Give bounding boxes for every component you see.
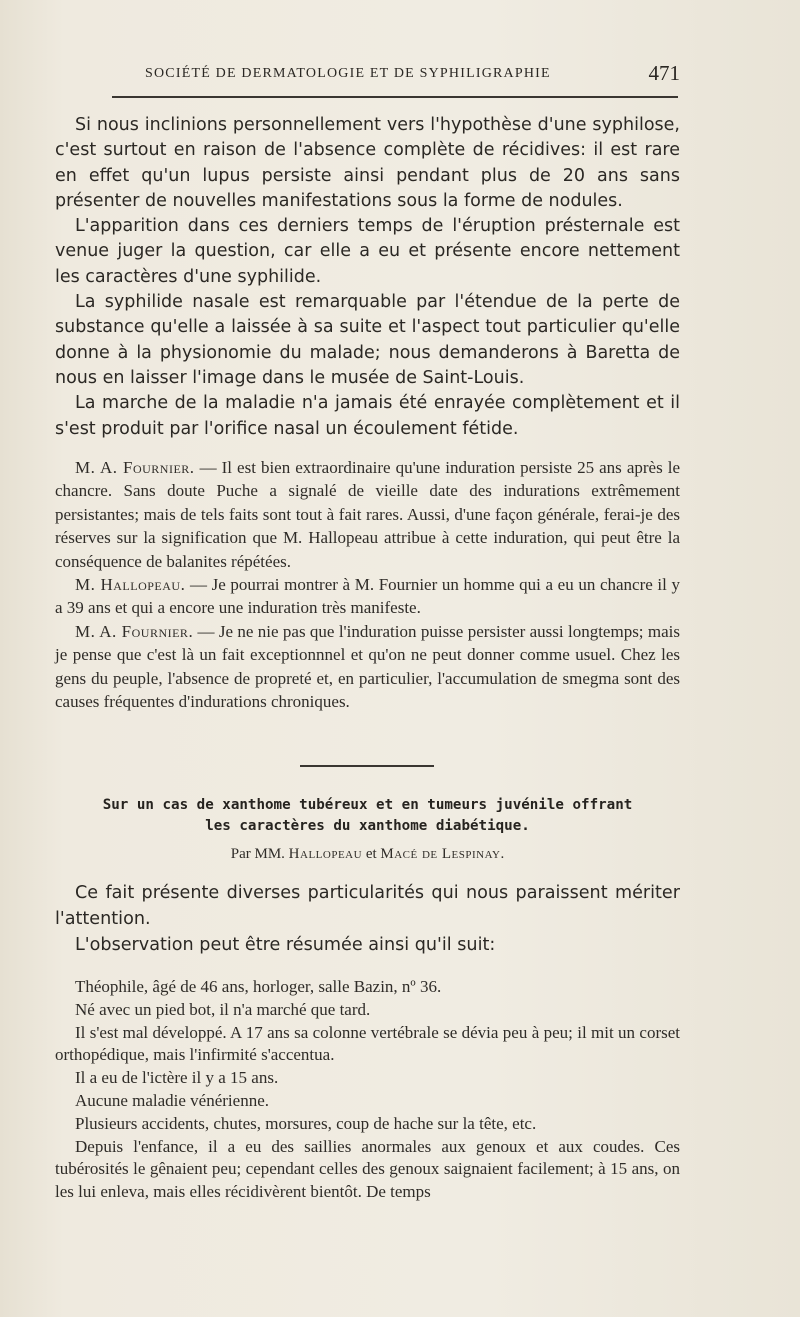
paragraph: Ce fait présente diverses particularités qui nous paraissent mériter l'attention. xyxy=(55,883,680,929)
paragraph: Aucune maladie vénérienne. xyxy=(75,1090,269,1110)
section-separator xyxy=(300,765,434,767)
byline-prefix: Par MM. xyxy=(230,846,289,862)
discussion-section xyxy=(55,456,680,713)
speaker-name: M. A. Fournier. xyxy=(75,621,194,641)
paragraph: Il s'est mal développé. A 17 ans sa colonne vertébrale se dévia peu à peu; il mit un corset orthopédique, mais l'infirmité s'accentua. xyxy=(55,1022,680,1065)
title-line: les caractères du xanthome diabétique. xyxy=(205,818,530,834)
discussion-remark xyxy=(55,620,680,714)
paragraph: Si nous inclinions personnellement vers l'hypothèse d'une syphilose, c'est surtout en raison de l'absence complète de récidives: il est rare en effet qu'un lupus persiste ainsi pendant plus de 20 ans sans présenter de nouvelles manifestations sous la forme de nodules. xyxy=(55,115,680,211)
observation-text xyxy=(55,976,680,1204)
byline-joiner: et xyxy=(362,846,381,862)
discussion-remark xyxy=(55,573,680,620)
paragraph: La marche de la maladie n'a jamais été enrayée complètement et il s'est produit par l'orifice nasal un écoulement fétide. xyxy=(55,393,680,439)
paragraph: Théophile, âgé de 46 ans, horloger, salle Bazin, nº 36. xyxy=(75,977,442,996)
paragraph: L'apparition dans ces derniers temps de l'éruption présternale est venue juger la question, car elle a eu et présente encore nettement les caractères d'une syphilide. xyxy=(55,216,680,287)
author-name: Macé de Lespinay xyxy=(380,846,501,862)
title-line: Sur un cas de xanthome tubéreux et en tumeurs juvénile offrant xyxy=(102,797,633,813)
byline-end: . xyxy=(500,846,505,862)
paragraph: Plusieurs accidents, chutes, morsures, coup de hache sur la tête, etc. xyxy=(75,1113,537,1133)
header-rule xyxy=(112,96,678,98)
speaker-name: M. Hallopeau. xyxy=(75,575,186,595)
paragraph: Depuis l'enfance, il a eu des saillies anormales aux genoux et aux coudes. Ces tubérosités le gênaient peu; cependant celles des genoux saignaient facilement; à 15 ans, on les lui enleva, mais elles récidivèrent bientôt. De temps xyxy=(55,1136,680,1202)
paragraph: La syphilide nasale est remarquable par l'étendue de la perte de substance qu'elle a laissée à sa suite et l'aspect tout particulier qu'elle donne à la physionomie du malade; nous demanderons à Baretta de nous en laisser l'image dans le musée de Saint-Louis. xyxy=(55,292,680,388)
page-number: 471 xyxy=(648,61,680,85)
remark-text: — Il est bien extraordinaire qu'une induration persiste 25 ans après le chancre. Sans doute Puche a signalé de vieille date des indurations extrêmement persistantes; mais de tels faits sont tout à fait rares. Aussi, d'une façon générale, ferai-je des réserves sur la signification que M. Hallopeau attribue à cette induration, qui peut être la conséquence de balanites répétées. xyxy=(55,458,680,571)
paragraph: Il a eu de l'ictère il y a 15 ans. xyxy=(75,1068,279,1088)
article-title xyxy=(55,795,680,837)
paragraph: L'observation peut être résumée ainsi qu'il suit: xyxy=(75,935,496,955)
remark-text: — Je pourrai montrer à M. Fournier un homme qui a eu un chancre il y a 39 ans et qui a encore une induration très manifeste. xyxy=(55,575,680,618)
paragraph: Né avec un pied bot, il n'a marché que tard. xyxy=(75,999,371,1019)
running-head: SOCIÉTÉ DE DERMATOLOGIE ET DE SYPHILIGRAPHIE xyxy=(145,66,551,81)
speaker-name: M. A. Fournier. xyxy=(75,458,195,477)
article-intro xyxy=(55,880,680,958)
byline xyxy=(55,846,680,863)
page-header xyxy=(145,58,680,88)
author-name: Hallopeau xyxy=(288,846,363,862)
case-discussion-text xyxy=(55,113,680,442)
discussion-remark xyxy=(55,456,680,573)
remark-text: — Je ne nie pas que l'induration puisse persister aussi longtemps; mais je pense que c'est là un fait exceptionnnel et qu'on ne peut donner comme usuel. Chez les gens du peuple, l'absence de propreté et, en particulier, l'accumulation de smegma sont des causes fréquentes d'indurations chroniques. xyxy=(55,621,680,712)
